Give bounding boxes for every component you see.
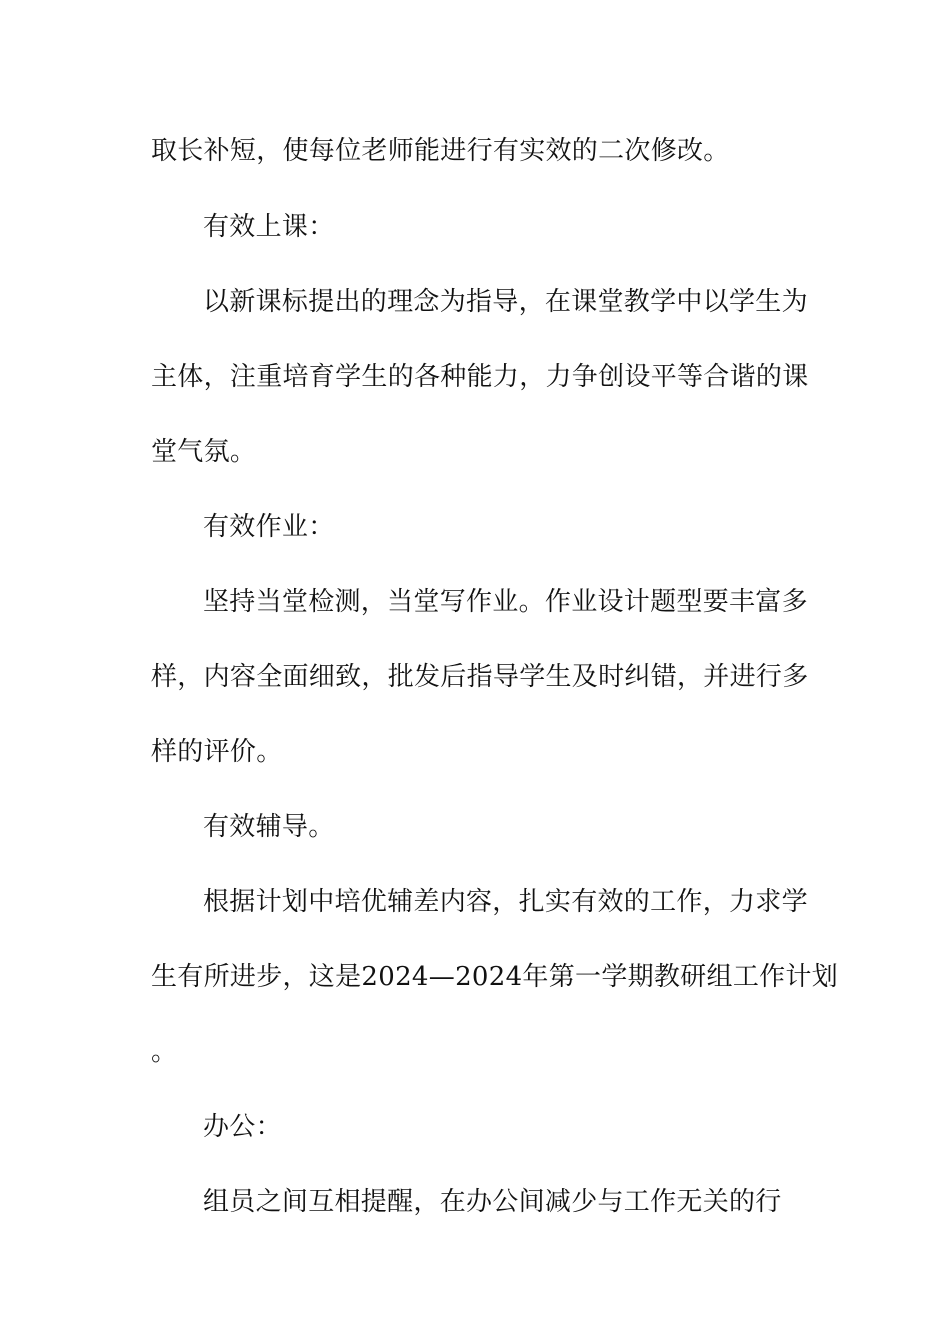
section-heading: 有效上课： <box>203 212 335 242</box>
section-heading: 有效作业： <box>203 512 335 542</box>
text-line: 取长补短，使每位老师能进行有实效的二次修改。 <box>151 136 730 166</box>
text-line: 组员之间互相提醒，在办公间减少与工作无关的行 <box>203 1187 782 1217</box>
text-line: 根据计划中培优辅差内容，扎实有效的工作，力求学 <box>203 887 808 917</box>
text-line: 以新课标提出的理念为指导，在课堂教学中以学生为 <box>203 287 808 317</box>
section-heading: 办公： <box>203 1112 282 1142</box>
text-line: 堂气氛。 <box>151 437 257 467</box>
text-line: 样，内容全面细致，批发后指导学生及时纠错，并进行多 <box>151 662 809 692</box>
text-line: 主体，注重培育学生的各种能力，力争创设平等合谐的课 <box>151 362 809 392</box>
text-line: 生有所进步，这是2024—2024年第一学期教研组工作计划 <box>151 962 839 992</box>
text-line: 。 <box>151 1037 178 1067</box>
section-heading: 有效辅导。 <box>203 812 335 842</box>
text-line: 坚持当堂检测，当堂写作业。作业设计题型要丰富多 <box>203 587 808 617</box>
text-line: 样的评价。 <box>151 737 283 767</box>
